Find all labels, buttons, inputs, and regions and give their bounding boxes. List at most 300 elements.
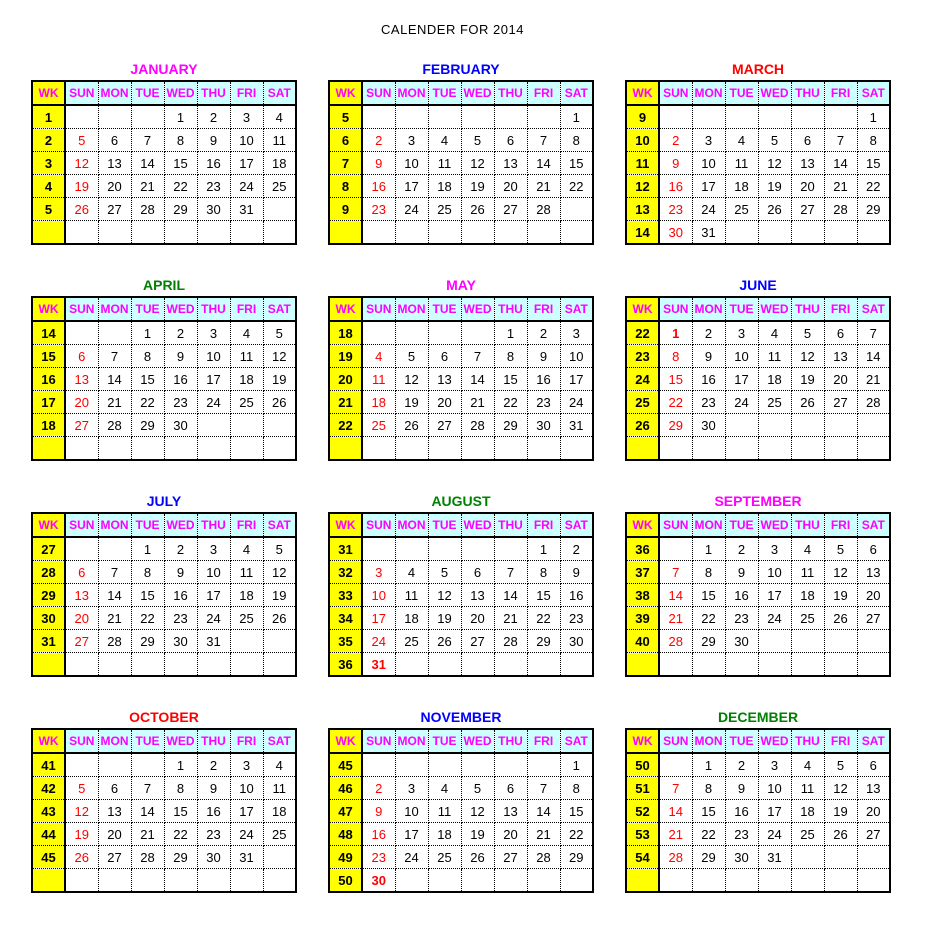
- day-cell: [362, 437, 395, 461]
- day-cell: [692, 869, 725, 893]
- day-cell: 5: [428, 561, 461, 584]
- day-cell: 17: [362, 607, 395, 630]
- day-cell: 22: [857, 175, 890, 198]
- header-mon: MON: [395, 81, 428, 105]
- day-cell: [98, 105, 131, 129]
- week-row: [32, 653, 296, 677]
- day-cell: 26: [395, 414, 428, 437]
- day-cell: 18: [428, 175, 461, 198]
- week-row: [329, 345, 593, 368]
- day-cell: 13: [461, 584, 494, 607]
- week-row: [329, 129, 593, 152]
- day-cell: [725, 221, 758, 245]
- day-cell: [857, 221, 890, 245]
- day-cell: [527, 105, 560, 129]
- day-cell: 27: [461, 630, 494, 653]
- day-cell: 26: [461, 846, 494, 869]
- week-number: [329, 437, 362, 461]
- day-cell: 13: [857, 777, 890, 800]
- header-wed: WED: [461, 297, 494, 321]
- week-row: [329, 653, 593, 677]
- day-cell: [362, 105, 395, 129]
- day-cell: 2: [362, 777, 395, 800]
- header-wk: WK: [329, 513, 362, 537]
- day-cell: [263, 653, 296, 677]
- day-cell: [65, 537, 98, 561]
- week-number: 31: [329, 537, 362, 561]
- header-wk: WK: [32, 513, 65, 537]
- day-cell: 19: [65, 175, 98, 198]
- week-number: 38: [626, 584, 659, 607]
- header-sun: SUN: [659, 81, 692, 105]
- month-table: [328, 512, 594, 677]
- header-mon: MON: [98, 297, 131, 321]
- day-cell: 18: [395, 607, 428, 630]
- day-cell: [461, 869, 494, 893]
- day-cell: 27: [494, 198, 527, 221]
- header-sat: SAT: [263, 81, 296, 105]
- day-cell: 7: [857, 321, 890, 345]
- day-cell: 13: [98, 800, 131, 823]
- day-cell: 11: [725, 152, 758, 175]
- day-cell: 18: [362, 391, 395, 414]
- day-cell: 31: [230, 846, 263, 869]
- day-cell: 6: [98, 777, 131, 800]
- day-cell: 24: [395, 198, 428, 221]
- day-cell: 30: [725, 630, 758, 653]
- day-cell: 25: [428, 846, 461, 869]
- day-cell: 8: [560, 129, 593, 152]
- day-cell: 22: [131, 607, 164, 630]
- day-cell: 2: [362, 129, 395, 152]
- day-cell: 22: [131, 391, 164, 414]
- day-cell: [791, 437, 824, 461]
- header-wed: WED: [758, 729, 791, 753]
- header-wk: WK: [32, 729, 65, 753]
- day-cell: 17: [395, 175, 428, 198]
- day-cell: 1: [164, 105, 197, 129]
- day-cell: 1: [659, 321, 692, 345]
- day-cell: 20: [428, 391, 461, 414]
- day-cell: 3: [197, 537, 230, 561]
- week-row: [329, 584, 593, 607]
- day-cell: 28: [857, 391, 890, 414]
- month-january: [31, 58, 297, 245]
- day-cell: 23: [362, 846, 395, 869]
- day-cell: 20: [65, 391, 98, 414]
- week-row: [329, 321, 593, 345]
- header-fri: FRI: [527, 81, 560, 105]
- day-cell: 24: [230, 175, 263, 198]
- day-cell: [560, 653, 593, 677]
- day-cell: 8: [692, 777, 725, 800]
- day-cell: 3: [560, 321, 593, 345]
- header-wk: WK: [329, 81, 362, 105]
- day-cell: [395, 437, 428, 461]
- day-cell: [824, 105, 857, 129]
- month-august: [328, 490, 594, 677]
- day-cell: 1: [131, 537, 164, 561]
- day-cell: 8: [692, 561, 725, 584]
- day-cell: 26: [263, 391, 296, 414]
- month-december: [625, 706, 891, 893]
- day-cell: 20: [98, 175, 131, 198]
- day-cell: [758, 869, 791, 893]
- day-cell: 14: [659, 800, 692, 823]
- day-cell: 24: [395, 846, 428, 869]
- week-row: [626, 630, 890, 653]
- week-number: 22: [329, 414, 362, 437]
- day-cell: 27: [791, 198, 824, 221]
- day-cell: 14: [527, 152, 560, 175]
- week-number: 6: [329, 129, 362, 152]
- day-cell: 14: [98, 584, 131, 607]
- day-cell: 6: [791, 129, 824, 152]
- day-cell: [824, 869, 857, 893]
- day-cell: 3: [362, 561, 395, 584]
- day-cell: 28: [527, 198, 560, 221]
- header-sun: SUN: [65, 513, 98, 537]
- day-cell: 3: [692, 129, 725, 152]
- header-sun: SUN: [65, 297, 98, 321]
- day-cell: 6: [494, 777, 527, 800]
- header-sun: SUN: [362, 513, 395, 537]
- day-cell: [494, 437, 527, 461]
- week-row: [329, 175, 593, 198]
- day-cell: [263, 221, 296, 245]
- week-row: [32, 584, 296, 607]
- week-row: [329, 221, 593, 245]
- week-row: [32, 537, 296, 561]
- day-cell: 3: [725, 321, 758, 345]
- month-table: [328, 728, 594, 893]
- day-cell: 26: [824, 823, 857, 846]
- week-row: [329, 753, 593, 777]
- week-row: [626, 846, 890, 869]
- week-number: 13: [626, 198, 659, 221]
- day-cell: [659, 869, 692, 893]
- month-name: AUGUST: [431, 493, 491, 509]
- day-cell: 10: [197, 561, 230, 584]
- header-wed: WED: [461, 729, 494, 753]
- day-cell: [857, 869, 890, 893]
- week-row: [32, 368, 296, 391]
- week-row: [329, 437, 593, 461]
- day-cell: 5: [461, 129, 494, 152]
- day-cell: 17: [692, 175, 725, 198]
- day-cell: [263, 869, 296, 893]
- day-cell: 12: [428, 584, 461, 607]
- week-number: 14: [626, 221, 659, 245]
- header-sat: SAT: [857, 297, 890, 321]
- day-cell: 7: [527, 129, 560, 152]
- day-cell: 13: [494, 152, 527, 175]
- day-cell: 28: [659, 630, 692, 653]
- week-number: 44: [32, 823, 65, 846]
- header-wed: WED: [164, 297, 197, 321]
- day-cell: [494, 753, 527, 777]
- header-fri: FRI: [230, 729, 263, 753]
- day-cell: 15: [857, 152, 890, 175]
- week-row: [32, 630, 296, 653]
- day-cell: 7: [131, 129, 164, 152]
- day-cell: 3: [758, 537, 791, 561]
- header-mon: MON: [395, 297, 428, 321]
- day-cell: 20: [791, 175, 824, 198]
- day-cell: [791, 869, 824, 893]
- day-cell: [131, 105, 164, 129]
- header-row: [329, 513, 593, 537]
- month-table: [625, 512, 891, 677]
- day-cell: [98, 221, 131, 245]
- header-fri: FRI: [824, 513, 857, 537]
- day-cell: [758, 414, 791, 437]
- day-cell: 11: [230, 345, 263, 368]
- month-name: SEPTEMBER: [714, 493, 802, 509]
- week-row: [32, 198, 296, 221]
- header-wk: WK: [626, 513, 659, 537]
- header-tue: TUE: [725, 729, 758, 753]
- header-wed: WED: [758, 513, 791, 537]
- month-name: MARCH: [731, 61, 785, 77]
- day-cell: 22: [494, 391, 527, 414]
- day-cell: 31: [362, 653, 395, 677]
- month-november: [328, 706, 594, 893]
- day-cell: [428, 753, 461, 777]
- day-cell: 9: [197, 129, 230, 152]
- day-cell: 24: [758, 823, 791, 846]
- day-cell: 1: [494, 321, 527, 345]
- week-number: 54: [626, 846, 659, 869]
- day-cell: 19: [428, 607, 461, 630]
- day-cell: 1: [560, 753, 593, 777]
- header-thu: THU: [494, 513, 527, 537]
- day-cell: [494, 869, 527, 893]
- day-cell: 23: [692, 391, 725, 414]
- week-number: 43: [32, 800, 65, 823]
- week-row: [329, 537, 593, 561]
- day-cell: 27: [494, 846, 527, 869]
- header-sat: SAT: [857, 513, 890, 537]
- day-cell: 22: [659, 391, 692, 414]
- day-cell: [362, 221, 395, 245]
- day-cell: 21: [131, 823, 164, 846]
- day-cell: 11: [758, 345, 791, 368]
- day-cell: 17: [395, 823, 428, 846]
- day-cell: [98, 653, 131, 677]
- week-number: 36: [626, 537, 659, 561]
- day-cell: 31: [230, 198, 263, 221]
- week-number: 53: [626, 823, 659, 846]
- header-fri: FRI: [230, 513, 263, 537]
- week-row: [329, 846, 593, 869]
- week-number: 9: [626, 105, 659, 129]
- day-cell: 23: [197, 823, 230, 846]
- day-cell: [131, 653, 164, 677]
- day-cell: [263, 846, 296, 869]
- day-cell: 28: [131, 846, 164, 869]
- header-wk: WK: [626, 729, 659, 753]
- day-cell: [395, 321, 428, 345]
- day-cell: 4: [791, 753, 824, 777]
- day-cell: 28: [98, 630, 131, 653]
- day-cell: 2: [164, 321, 197, 345]
- day-cell: 4: [428, 129, 461, 152]
- day-cell: 23: [197, 175, 230, 198]
- day-cell: 16: [560, 584, 593, 607]
- header-fri: FRI: [824, 81, 857, 105]
- day-cell: [758, 653, 791, 677]
- day-cell: 10: [758, 561, 791, 584]
- week-number: 47: [329, 800, 362, 823]
- week-number: 18: [32, 414, 65, 437]
- day-cell: 1: [692, 753, 725, 777]
- header-wk: WK: [626, 297, 659, 321]
- day-cell: 29: [692, 846, 725, 869]
- day-cell: 13: [494, 800, 527, 823]
- day-cell: 26: [263, 607, 296, 630]
- day-cell: 18: [263, 152, 296, 175]
- header-mon: MON: [692, 513, 725, 537]
- header-mon: MON: [395, 729, 428, 753]
- day-cell: 25: [395, 630, 428, 653]
- week-number: 39: [626, 607, 659, 630]
- day-cell: [527, 653, 560, 677]
- day-cell: 23: [164, 607, 197, 630]
- day-cell: [791, 630, 824, 653]
- week-number: [32, 221, 65, 245]
- day-cell: 1: [692, 537, 725, 561]
- day-cell: 9: [362, 152, 395, 175]
- week-row: [626, 345, 890, 368]
- week-row: [626, 777, 890, 800]
- day-cell: 30: [197, 198, 230, 221]
- day-cell: 2: [197, 105, 230, 129]
- day-cell: [395, 105, 428, 129]
- day-cell: 5: [263, 537, 296, 561]
- day-cell: 22: [164, 175, 197, 198]
- day-cell: 4: [263, 105, 296, 129]
- day-cell: 15: [692, 800, 725, 823]
- day-cell: [131, 437, 164, 461]
- day-cell: 2: [197, 753, 230, 777]
- header-fri: FRI: [824, 297, 857, 321]
- day-cell: 13: [791, 152, 824, 175]
- day-cell: 21: [527, 823, 560, 846]
- day-cell: 1: [527, 537, 560, 561]
- header-fri: FRI: [527, 513, 560, 537]
- day-cell: 5: [395, 345, 428, 368]
- day-cell: 8: [131, 345, 164, 368]
- day-cell: 7: [98, 345, 131, 368]
- day-cell: [395, 537, 428, 561]
- header-row: [32, 81, 296, 105]
- header-mon: MON: [692, 297, 725, 321]
- day-cell: [692, 437, 725, 461]
- day-cell: 2: [692, 321, 725, 345]
- week-row: [626, 800, 890, 823]
- week-row: [329, 368, 593, 391]
- day-cell: [461, 321, 494, 345]
- day-cell: 10: [560, 345, 593, 368]
- day-cell: [395, 869, 428, 893]
- week-row: [32, 777, 296, 800]
- day-cell: 7: [494, 561, 527, 584]
- day-cell: [527, 869, 560, 893]
- day-cell: [461, 221, 494, 245]
- day-cell: [560, 437, 593, 461]
- day-cell: 5: [791, 321, 824, 345]
- day-cell: [65, 221, 98, 245]
- week-row: [626, 584, 890, 607]
- day-cell: 19: [65, 823, 98, 846]
- day-cell: 18: [758, 368, 791, 391]
- day-cell: 28: [659, 846, 692, 869]
- month-february: [328, 58, 594, 245]
- week-number: 23: [626, 345, 659, 368]
- day-cell: [824, 414, 857, 437]
- day-cell: 20: [857, 800, 890, 823]
- day-cell: 22: [527, 607, 560, 630]
- day-cell: 18: [791, 584, 824, 607]
- week-row: [329, 777, 593, 800]
- week-number: 27: [32, 537, 65, 561]
- day-cell: [362, 753, 395, 777]
- day-cell: 12: [65, 152, 98, 175]
- day-cell: [857, 846, 890, 869]
- day-cell: 31: [692, 221, 725, 245]
- day-cell: 4: [395, 561, 428, 584]
- week-number: 16: [32, 368, 65, 391]
- day-cell: 19: [395, 391, 428, 414]
- header-fri: FRI: [230, 81, 263, 105]
- day-cell: 31: [758, 846, 791, 869]
- day-cell: 26: [428, 630, 461, 653]
- header-tue: TUE: [725, 297, 758, 321]
- week-number: 10: [626, 129, 659, 152]
- day-cell: [395, 221, 428, 245]
- day-cell: 26: [461, 198, 494, 221]
- week-row: [626, 221, 890, 245]
- day-cell: 24: [197, 391, 230, 414]
- week-number: 40: [626, 630, 659, 653]
- day-cell: 14: [494, 584, 527, 607]
- header-sat: SAT: [560, 81, 593, 105]
- day-cell: 19: [824, 800, 857, 823]
- day-cell: 12: [758, 152, 791, 175]
- day-cell: 19: [791, 368, 824, 391]
- day-cell: [857, 653, 890, 677]
- day-cell: 8: [494, 345, 527, 368]
- day-cell: 21: [494, 607, 527, 630]
- header-sun: SUN: [65, 729, 98, 753]
- day-cell: [65, 321, 98, 345]
- day-cell: 27: [65, 414, 98, 437]
- week-row: [626, 823, 890, 846]
- header-sat: SAT: [857, 81, 890, 105]
- day-cell: 3: [758, 753, 791, 777]
- day-cell: [857, 437, 890, 461]
- day-cell: 14: [857, 345, 890, 368]
- day-cell: [230, 630, 263, 653]
- header-sat: SAT: [263, 297, 296, 321]
- day-cell: 26: [65, 198, 98, 221]
- day-cell: 27: [824, 391, 857, 414]
- day-cell: 29: [494, 414, 527, 437]
- day-cell: 11: [362, 368, 395, 391]
- header-sun: SUN: [659, 513, 692, 537]
- day-cell: 15: [131, 368, 164, 391]
